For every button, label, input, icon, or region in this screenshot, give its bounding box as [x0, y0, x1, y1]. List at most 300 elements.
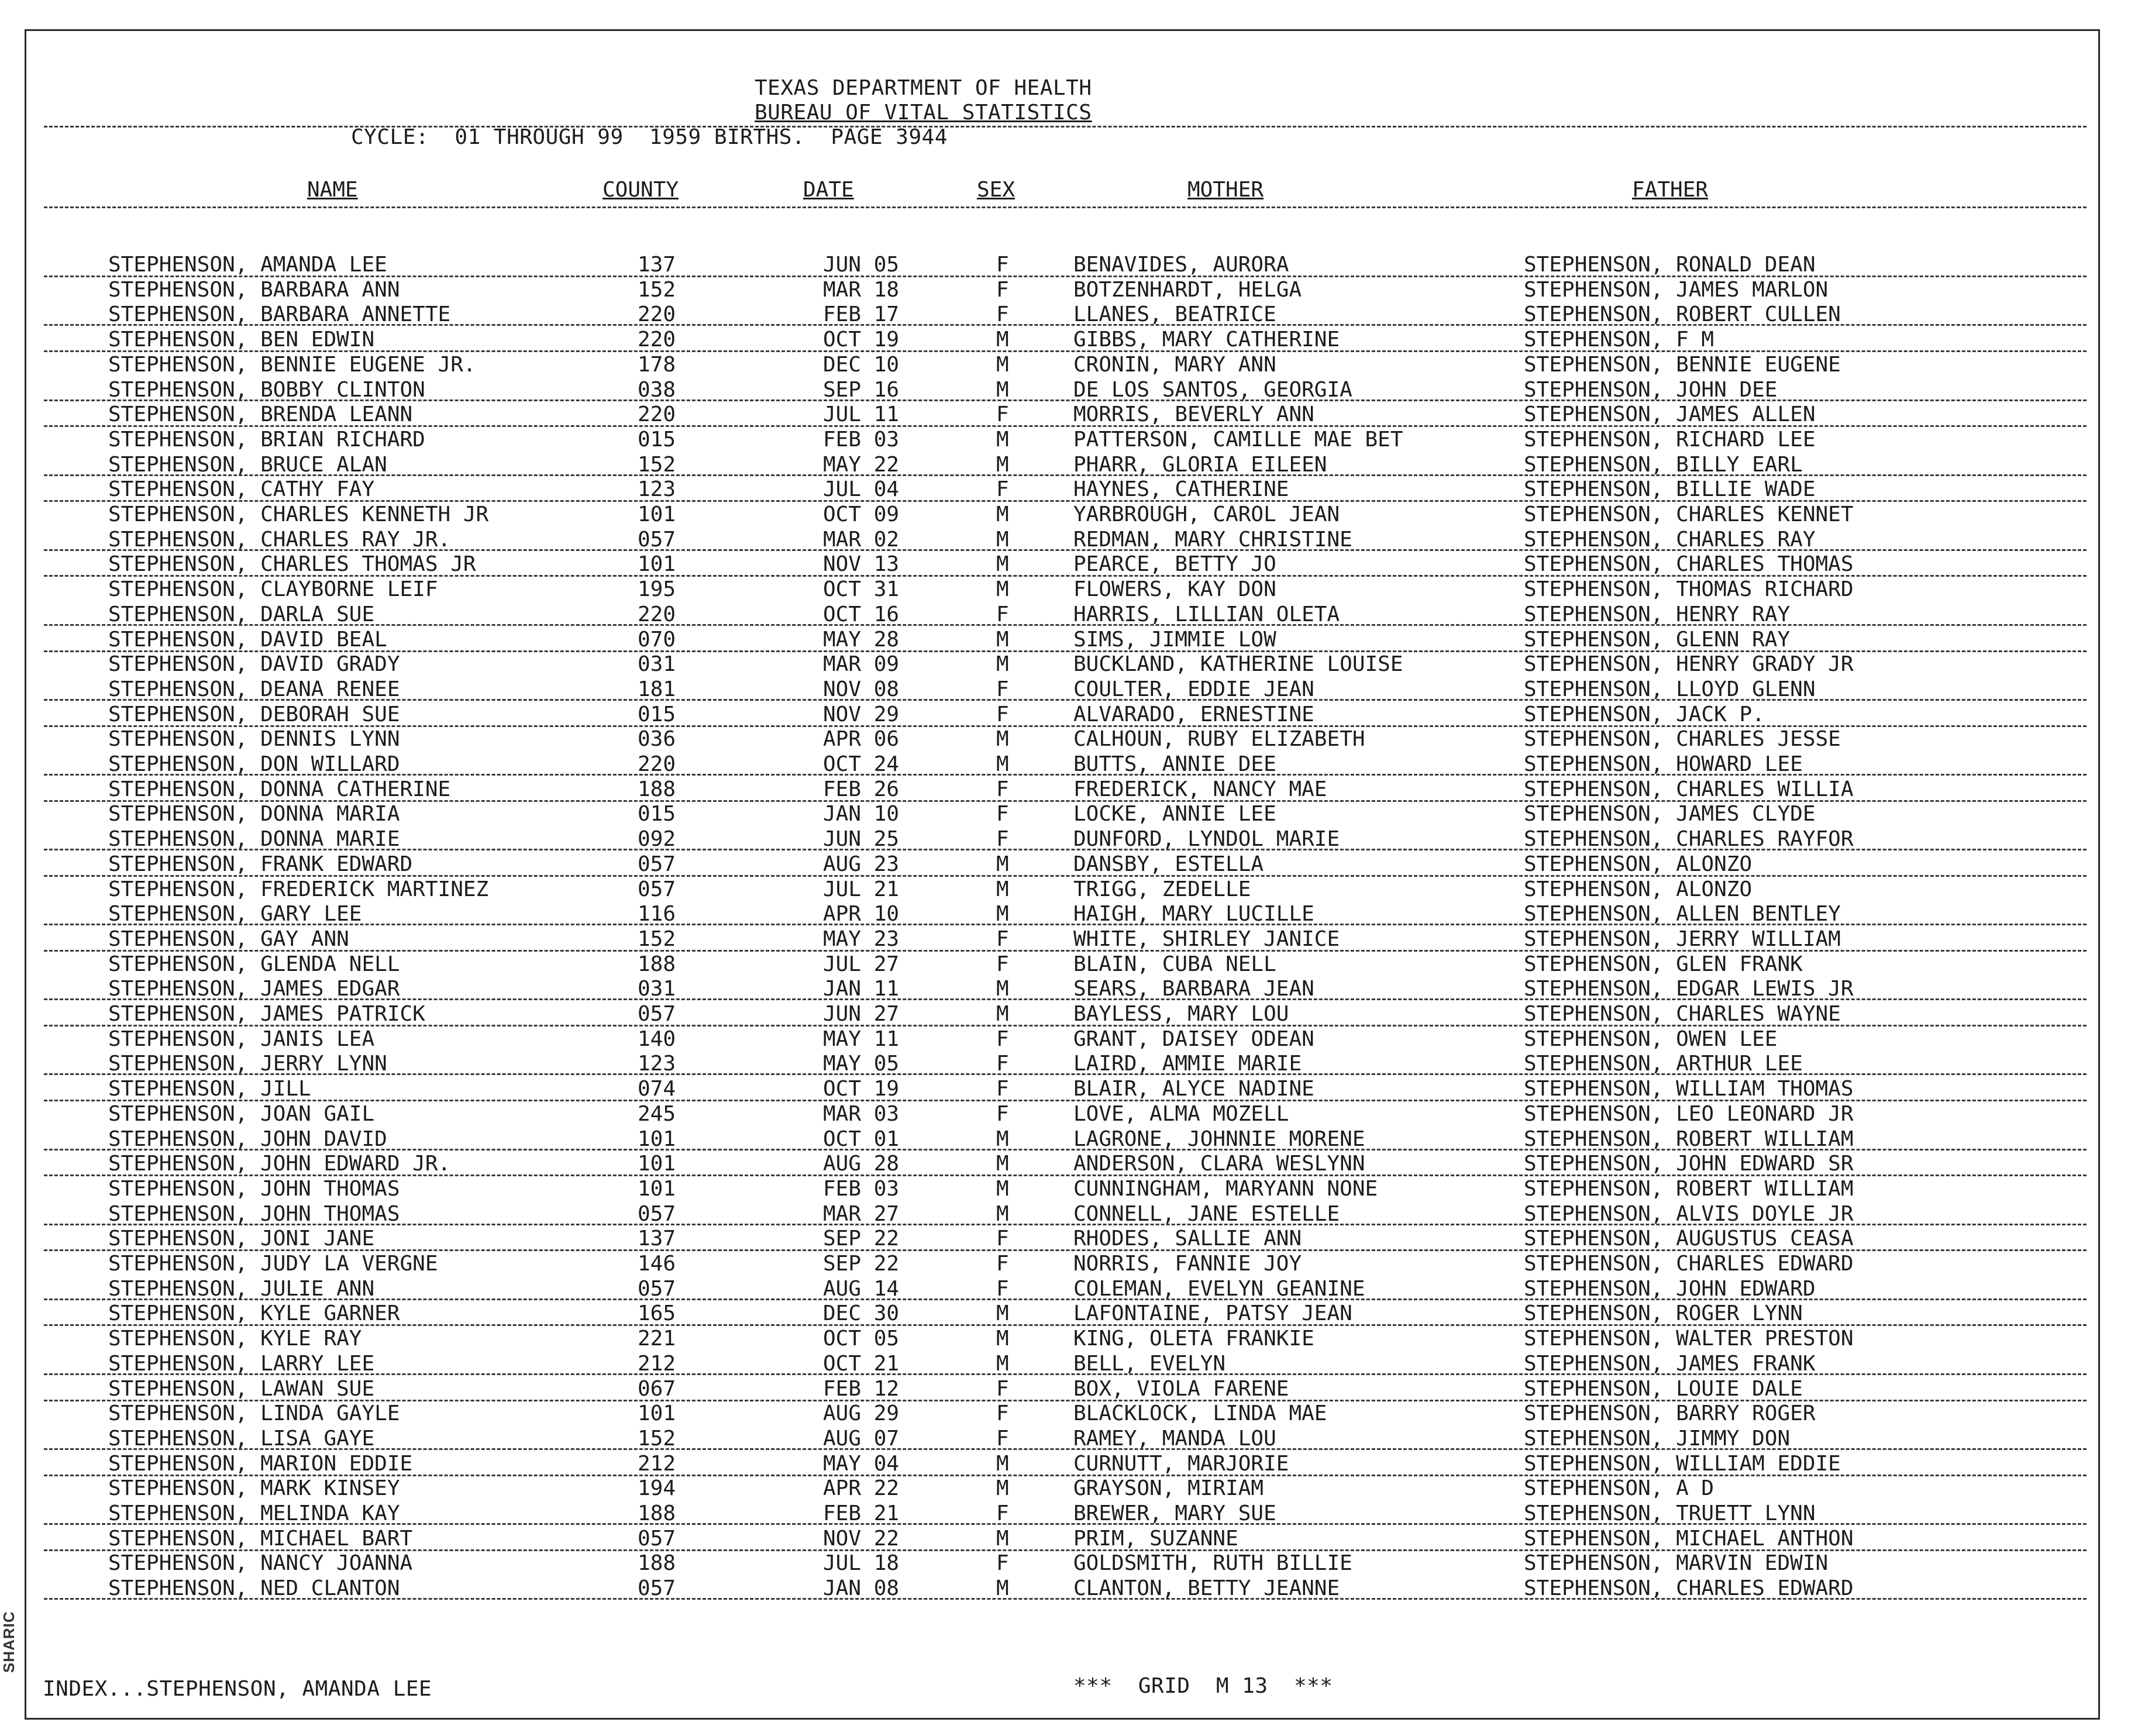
cell-date: AUG 28: [823, 1152, 900, 1176]
cell-mother: SIMS, JIMMIE LOW: [1073, 627, 1276, 652]
cell-mother: DUNFORD, LYNDOL MARIE: [1073, 827, 1340, 852]
row-divider: [44, 425, 2087, 427]
cell-mother: BOTZENHARDT, HELGA: [1073, 277, 1302, 302]
cell-father: STEPHENSON, HOWARD LEE: [1524, 752, 1803, 776]
cell-date: JUL 27: [823, 952, 900, 976]
cell-father: STEPHENSON, LLOYD GLENN: [1524, 677, 1816, 701]
cell-county: 165: [638, 1301, 676, 1326]
table-row: [26, 853, 2098, 877]
table-row: [26, 503, 2098, 528]
table-row: [26, 628, 2098, 653]
table-row: [26, 403, 2098, 428]
cell-mother: MORRIS, BEVERLY ANN: [1073, 402, 1314, 427]
cell-sex: M: [996, 852, 1009, 876]
cell-sex: M: [996, 577, 1009, 602]
row-divider: [44, 1598, 2087, 1600]
cell-sex: F: [996, 1276, 1009, 1301]
row-divider: [44, 575, 2087, 577]
cell-county: 057: [638, 877, 676, 901]
cell-county: 221: [638, 1327, 676, 1351]
cell-father: STEPHENSON, CHARLES EDWARD: [1524, 1252, 1854, 1276]
cell-date: JAN 10: [823, 802, 900, 826]
cell-date: FEB 03: [823, 1176, 900, 1201]
cell-date: AUG 14: [823, 1276, 900, 1301]
cell-name: STEPHENSON, CHARLES KENNETH JR: [108, 502, 489, 526]
cell-father: STEPHENSON, BARRY ROGER: [1524, 1401, 1816, 1426]
cell-date: OCT 21: [823, 1351, 900, 1376]
footer-index: INDEX...STEPHENSON, AMANDA LEE: [43, 1677, 432, 1701]
row-divider: [44, 950, 2087, 952]
cell-name: STEPHENSON, BARBARA ANN: [108, 277, 400, 302]
cell-sex: F: [996, 302, 1009, 327]
cell-name: STEPHENSON, DON WILLARD: [108, 752, 400, 776]
cell-sex: M: [996, 1152, 1009, 1176]
cell-sex: F: [996, 1101, 1009, 1126]
cell-county: 057: [638, 1576, 676, 1601]
cell-county: 188: [638, 952, 676, 976]
row-divider: [44, 350, 2087, 352]
cell-name: STEPHENSON, CHARLES THOMAS JR: [108, 552, 476, 577]
cell-date: JUN 27: [823, 1002, 900, 1026]
row-divider: [44, 1149, 2087, 1151]
cell-name: STEPHENSON, JOHN EDWARD JR.: [108, 1152, 451, 1176]
cell-mother: RHODES, SALLIE ANN: [1073, 1227, 1302, 1251]
table-row: [26, 1252, 2098, 1277]
cell-sex: F: [996, 477, 1009, 502]
cell-county: 220: [638, 402, 676, 427]
cell-county: 188: [638, 1501, 676, 1525]
cell-county: 194: [638, 1476, 676, 1501]
header-divider: [44, 126, 2087, 128]
cell-sex: M: [996, 427, 1009, 452]
table-row: [26, 653, 2098, 677]
cell-name: STEPHENSON, NANCY JOANNA: [108, 1551, 413, 1576]
cell-father: STEPHENSON, GLENN RAY: [1524, 627, 1791, 652]
cell-father: STEPHENSON, ROBERT WILLIAM: [1524, 1127, 1854, 1151]
cell-mother: BLAIN, CUBA NELL: [1073, 952, 1276, 976]
cell-name: STEPHENSON, FRANK EDWARD: [108, 852, 413, 876]
cell-county: 015: [638, 802, 676, 826]
cell-mother: NORRIS, FANNIE JOY: [1073, 1252, 1302, 1276]
cell-county: 057: [638, 1526, 676, 1551]
table-row: [26, 1402, 2098, 1427]
table-row: [26, 1302, 2098, 1327]
cell-county: 220: [638, 602, 676, 626]
cell-father: STEPHENSON, ROBERT WILLIAM: [1524, 1176, 1854, 1201]
table-row: [26, 1452, 2098, 1477]
cell-date: JUL 18: [823, 1551, 900, 1576]
cell-mother: CLANTON, BETTY JEANNE: [1073, 1576, 1340, 1601]
cell-father: STEPHENSON, JOHN DEE: [1524, 377, 1778, 402]
cell-name: STEPHENSON, DONNA MARIA: [108, 802, 400, 826]
cell-mother: GRANT, DAISEY ODEAN: [1073, 1027, 1314, 1051]
cell-date: AUG 07: [823, 1426, 900, 1451]
header-line-1: TEXAS DEPARTMENT OF HEALTH: [755, 76, 1092, 100]
cell-sex: F: [996, 1052, 1009, 1076]
footer-grid: *** GRID M 13 ***: [1073, 1674, 1333, 1698]
cell-county: 057: [638, 1276, 676, 1301]
cell-date: AUG 29: [823, 1401, 900, 1426]
cell-name: STEPHENSON, CHARLES RAY JR.: [108, 527, 451, 552]
cell-sex: M: [996, 328, 1009, 352]
table-row: [26, 1103, 2098, 1127]
cell-date: JUN 05: [823, 253, 900, 277]
table-row: [26, 878, 2098, 903]
table-row: [26, 1177, 2098, 1202]
cell-sex: M: [996, 1351, 1009, 1376]
cell-father: STEPHENSON, F M: [1524, 328, 1714, 352]
cell-sex: M: [996, 627, 1009, 652]
cell-father: STEPHENSON, ARTHUR LEE: [1524, 1052, 1803, 1076]
cell-name: STEPHENSON, KYLE GARNER: [108, 1301, 400, 1326]
cell-county: 101: [638, 1152, 676, 1176]
cell-county: 152: [638, 926, 676, 951]
cell-father: STEPHENSON, EDGAR LEWIS JR: [1524, 977, 1854, 1001]
cell-sex: M: [996, 452, 1009, 477]
cell-date: FEB 17: [823, 302, 900, 327]
row-divider: [44, 500, 2087, 502]
cell-father: STEPHENSON, LEO LEONARD JR: [1524, 1101, 1854, 1126]
cell-name: STEPHENSON, GARY LEE: [108, 902, 362, 926]
cell-sex: M: [996, 502, 1009, 526]
cell-sex: F: [996, 1027, 1009, 1051]
table-row: [26, 728, 2098, 752]
cell-mother: WHITE, SHIRLEY JANICE: [1073, 926, 1340, 951]
cell-county: 092: [638, 827, 676, 852]
cell-sex: F: [996, 926, 1009, 951]
cell-county: 123: [638, 477, 676, 502]
cell-mother: PHARR, GLORIA EILEEN: [1073, 452, 1327, 477]
row-divider: [44, 774, 2087, 776]
cell-county: 101: [638, 1401, 676, 1426]
cell-name: STEPHENSON, BRENDA LEANN: [108, 402, 413, 427]
cell-father: STEPHENSON, HENRY GRADY JR: [1524, 652, 1854, 677]
cell-mother: DANSBY, ESTELLA: [1073, 852, 1264, 876]
cell-sex: F: [996, 827, 1009, 852]
cell-father: STEPHENSON, CHARLES RAYFOR: [1524, 827, 1854, 852]
cell-name: STEPHENSON, DAVID BEAL: [108, 627, 387, 652]
cell-name: STEPHENSON, BRUCE ALAN: [108, 452, 387, 477]
cell-sex: F: [996, 1227, 1009, 1251]
row-divider: [44, 1475, 2087, 1476]
cell-name: STEPHENSON, DONNA MARIE: [108, 827, 400, 852]
cell-father: STEPHENSON, CHARLES WILLIA: [1524, 777, 1854, 801]
cell-sex: M: [996, 1002, 1009, 1026]
cell-mother: BELL, EVELYN: [1073, 1351, 1226, 1376]
cell-name: STEPHENSON, DENNIS LYNN: [108, 727, 400, 752]
row-divider: [44, 800, 2087, 802]
cell-sex: F: [996, 677, 1009, 701]
col-header-county: COUNTY: [603, 178, 679, 202]
cell-mother: TRIGG, ZEDELLE: [1073, 877, 1251, 901]
cell-mother: CURNUTT, MARJORIE: [1073, 1451, 1289, 1476]
cell-date: MAY 28: [823, 627, 900, 652]
row-divider: [44, 1298, 2087, 1300]
row-divider: [44, 399, 2087, 401]
cell-mother: BUCKLAND, KATHERINE LOUISE: [1073, 652, 1403, 677]
cell-mother: GIBBS, MARY CATHERINE: [1073, 328, 1340, 352]
cell-mother: COLEMAN, EVELYN GEANINE: [1073, 1276, 1365, 1301]
cell-date: SEP 16: [823, 377, 900, 402]
cell-date: OCT 24: [823, 752, 900, 776]
cell-county: 101: [638, 1127, 676, 1151]
cell-name: STEPHENSON, BENNIE EUGENE JR.: [108, 352, 476, 377]
cell-date: JAN 11: [823, 977, 900, 1001]
cell-date: MAR 02: [823, 527, 900, 552]
cell-mother: BLACKLOCK, LINDA MAE: [1073, 1401, 1327, 1426]
cell-date: NOV 29: [823, 702, 900, 726]
table-row: [26, 1028, 2098, 1052]
cell-mother: FREDERICK, NANCY MAE: [1073, 777, 1327, 801]
cell-name: STEPHENSON, KYLE RAY: [108, 1327, 362, 1351]
cell-father: STEPHENSON, TRUETT LYNN: [1524, 1501, 1816, 1525]
cell-mother: BREWER, MARY SUE: [1073, 1501, 1276, 1525]
cell-county: 038: [638, 377, 676, 402]
cell-father: STEPHENSON, JAMES ALLEN: [1524, 402, 1816, 427]
cell-father: STEPHENSON, JERRY WILLIAM: [1524, 926, 1841, 951]
cell-sex: M: [996, 1451, 1009, 1476]
cell-mother: PEARCE, BETTY JO: [1073, 552, 1276, 577]
cell-name: STEPHENSON, MARION EDDIE: [108, 1451, 413, 1476]
row-divider: [44, 1174, 2087, 1176]
cell-father: STEPHENSON, RONALD DEAN: [1524, 253, 1816, 277]
cell-county: 178: [638, 352, 676, 377]
cell-county: 220: [638, 752, 676, 776]
cycle-line: CYCLE: 01 THROUGH 99 1959 BIRTHS. PAGE 3944: [351, 125, 948, 149]
row-divider: [44, 1249, 2087, 1251]
cell-mother: HARRIS, LILLIAN OLETA: [1073, 602, 1340, 626]
cell-father: STEPHENSON, JOHN EDWARD SR: [1524, 1152, 1854, 1176]
cell-father: STEPHENSON, ROBERT CULLEN: [1524, 302, 1841, 327]
row-divider: [44, 549, 2087, 551]
cell-mother: COULTER, EDDIE JEAN: [1073, 677, 1314, 701]
cell-county: 140: [638, 1027, 676, 1051]
cell-county: 152: [638, 452, 676, 477]
cell-sex: F: [996, 277, 1009, 302]
cell-county: 212: [638, 1451, 676, 1476]
table-row: [26, 778, 2098, 802]
cell-county: 057: [638, 852, 676, 876]
cell-county: 015: [638, 702, 676, 726]
cell-mother: CUNNINGHAM, MARYANN NONE: [1073, 1176, 1378, 1201]
table-row: [26, 328, 2098, 353]
cell-sex: M: [996, 1576, 1009, 1601]
cell-date: MAY 22: [823, 452, 900, 477]
cell-date: MAY 05: [823, 1052, 900, 1076]
row-divider: [44, 924, 2087, 925]
cell-father: STEPHENSON, WILLIAM THOMAS: [1524, 1077, 1854, 1101]
col-header-name: NAME: [307, 178, 358, 202]
cell-name: STEPHENSON, FREDERICK MARTINEZ: [108, 877, 489, 901]
cell-name: STEPHENSON, JULIE ANN: [108, 1276, 375, 1301]
cell-mother: SEARS, BARBARA JEAN: [1073, 977, 1314, 1001]
cell-sex: M: [996, 377, 1009, 402]
cell-sex: M: [996, 527, 1009, 552]
row-divider: [44, 275, 2087, 277]
cell-county: 067: [638, 1376, 676, 1401]
table-row: [26, 703, 2098, 728]
table-row: [26, 278, 2098, 303]
cell-name: STEPHENSON, DARLA SUE: [108, 602, 375, 626]
cell-name: STEPHENSON, DAVID GRADY: [108, 652, 400, 677]
cell-father: STEPHENSON, CHARLES EDWARD: [1524, 1576, 1854, 1601]
cell-mother: RAMEY, MANDA LOU: [1073, 1426, 1276, 1451]
cell-father: STEPHENSON, CHARLES KENNET: [1524, 502, 1854, 526]
cell-mother: BENAVIDES, AURORA: [1073, 253, 1289, 277]
cell-mother: DE LOS SANTOS, GEORGIA: [1073, 377, 1352, 402]
cell-date: MAY 04: [823, 1451, 900, 1476]
cell-mother: FLOWERS, KAY DON: [1073, 577, 1276, 602]
cell-date: APR 10: [823, 902, 900, 926]
row-divider: [44, 1324, 2087, 1326]
document-frame: [25, 29, 2100, 1720]
cell-date: JUL 11: [823, 402, 900, 427]
cell-sex: F: [996, 253, 1009, 277]
cell-county: 152: [638, 1426, 676, 1451]
table-row: [26, 428, 2098, 453]
cell-name: STEPHENSON, BEN EDWIN: [108, 328, 375, 352]
cell-sex: F: [996, 1376, 1009, 1401]
cell-date: OCT 19: [823, 328, 900, 352]
row-divider: [44, 1400, 2087, 1401]
cell-county: 137: [638, 1227, 676, 1251]
cell-sex: F: [996, 1401, 1009, 1426]
cell-father: STEPHENSON, JACK P.: [1524, 702, 1765, 726]
cell-father: STEPHENSON, JAMES CLYDE: [1524, 802, 1816, 826]
cell-father: STEPHENSON, ALLEN BENTLEY: [1524, 902, 1841, 926]
cell-name: STEPHENSON, MARK KINSEY: [108, 1476, 400, 1501]
cell-sex: M: [996, 652, 1009, 677]
table-row: [26, 928, 2098, 952]
cell-mother: LAIRD, AMMIE MARIE: [1073, 1052, 1302, 1076]
cell-sex: M: [996, 1127, 1009, 1151]
cell-date: MAR 18: [823, 277, 900, 302]
row-divider: [44, 1100, 2087, 1101]
cell-county: 195: [638, 577, 676, 602]
cell-father: STEPHENSON, JOHN EDWARD: [1524, 1276, 1816, 1301]
cell-mother: HAIGH, MARY LUCILLE: [1073, 902, 1314, 926]
table-row: [26, 1327, 2098, 1352]
cell-date: SEP 22: [823, 1252, 900, 1276]
cell-date: DEC 10: [823, 352, 900, 377]
row-divider: [44, 1523, 2087, 1525]
col-header-date: DATE: [803, 178, 854, 202]
row-divider: [44, 1224, 2087, 1225]
cell-mother: LAFONTAINE, PATSY JEAN: [1073, 1301, 1352, 1326]
cell-date: SEP 22: [823, 1227, 900, 1251]
cell-date: FEB 12: [823, 1376, 900, 1401]
cell-county: 057: [638, 1201, 676, 1226]
cell-date: JUL 21: [823, 877, 900, 901]
cell-county: 015: [638, 427, 676, 452]
cell-name: STEPHENSON, JAMES EDGAR: [108, 977, 400, 1001]
cell-mother: YARBROUGH, CAROL JEAN: [1073, 502, 1340, 526]
cell-sex: M: [996, 977, 1009, 1001]
cell-county: 074: [638, 1077, 676, 1101]
cell-mother: GRAYSON, MIRIAM: [1073, 1476, 1264, 1501]
cell-county: 188: [638, 1551, 676, 1576]
row-divider: [44, 875, 2087, 877]
cell-sex: M: [996, 1526, 1009, 1551]
row-divider: [44, 699, 2087, 701]
cell-county: 212: [638, 1351, 676, 1376]
table-row: [26, 553, 2098, 577]
cell-name: STEPHENSON, JOAN GAIL: [108, 1101, 375, 1126]
cell-county: 152: [638, 277, 676, 302]
cell-name: STEPHENSON, LARRY LEE: [108, 1351, 375, 1376]
table-row: [26, 1003, 2098, 1027]
cell-father: STEPHENSON, OWEN LEE: [1524, 1027, 1778, 1051]
cell-name: STEPHENSON, JONI JANE: [108, 1227, 375, 1251]
cell-mother: ALVARADO, ERNESTINE: [1073, 702, 1314, 726]
cell-father: STEPHENSON, LOUIE DALE: [1524, 1376, 1803, 1401]
cell-mother: LLANES, BEATRICE: [1073, 302, 1276, 327]
table-row: [26, 1552, 2098, 1576]
cell-name: STEPHENSON, BOBBY CLINTON: [108, 377, 425, 402]
cell-name: STEPHENSON, JAMES PATRICK: [108, 1002, 425, 1026]
cell-name: STEPHENSON, AMANDA LEE: [108, 253, 387, 277]
cell-father: STEPHENSON, CHARLES WAYNE: [1524, 1002, 1841, 1026]
cell-father: STEPHENSON, ALVIS DOYLE JR: [1524, 1201, 1854, 1226]
cell-father: STEPHENSON, GLEN FRANK: [1524, 952, 1803, 976]
cell-date: JUN 25: [823, 827, 900, 852]
cell-sex: F: [996, 952, 1009, 976]
cell-county: 220: [638, 302, 676, 327]
cell-mother: CRONIN, MARY ANN: [1073, 352, 1276, 377]
cell-name: STEPHENSON, NED CLANTON: [108, 1576, 400, 1601]
cell-name: STEPHENSON, MELINDA KAY: [108, 1501, 400, 1525]
row-divider: [44, 725, 2087, 727]
cell-date: DEC 30: [823, 1301, 900, 1326]
cell-sex: M: [996, 1476, 1009, 1501]
cell-date: JAN 08: [823, 1576, 900, 1601]
cell-father: STEPHENSON, WILLIAM EDDIE: [1524, 1451, 1841, 1476]
cell-county: 181: [638, 677, 676, 701]
cell-mother: KING, OLETA FRANKIE: [1073, 1327, 1314, 1351]
cell-sex: M: [996, 752, 1009, 776]
cell-sex: M: [996, 902, 1009, 926]
table-row: [26, 1377, 2098, 1402]
cell-sex: M: [996, 1176, 1009, 1201]
cell-sex: M: [996, 1301, 1009, 1326]
column-header-divider: [44, 206, 2087, 208]
cell-father: STEPHENSON, THOMAS RICHARD: [1524, 577, 1854, 602]
col-header-father: FATHER: [1632, 178, 1709, 202]
cell-date: MAR 09: [823, 652, 900, 677]
cell-father: STEPHENSON, BILLIE WADE: [1524, 477, 1816, 502]
cell-county: 146: [638, 1252, 676, 1276]
cell-mother: BOX, VIOLA FARENE: [1073, 1376, 1289, 1401]
row-divider: [44, 1025, 2087, 1027]
cell-county: 057: [638, 1002, 676, 1026]
header-line-2: BUREAU OF VITAL STATISTICS: [755, 101, 1092, 125]
cell-father: STEPHENSON, ALONZO: [1524, 877, 1753, 901]
cell-mother: PATTERSON, CAMILLE MAE BET: [1073, 427, 1403, 452]
col-header-sex: SEX: [977, 178, 1015, 202]
cell-county: 031: [638, 977, 676, 1001]
cell-date: FEB 03: [823, 427, 900, 452]
cell-county: 101: [638, 552, 676, 577]
cell-father: STEPHENSON, JAMES FRANK: [1524, 1351, 1816, 1376]
cell-sex: F: [996, 1501, 1009, 1525]
cell-sex: M: [996, 552, 1009, 577]
cell-date: OCT 05: [823, 1327, 900, 1351]
cell-name: STEPHENSON, CATHY FAY: [108, 477, 375, 502]
cell-county: 245: [638, 1101, 676, 1126]
row-divider: [44, 624, 2087, 626]
table-row: [26, 353, 2098, 378]
table-row: [26, 253, 2098, 278]
